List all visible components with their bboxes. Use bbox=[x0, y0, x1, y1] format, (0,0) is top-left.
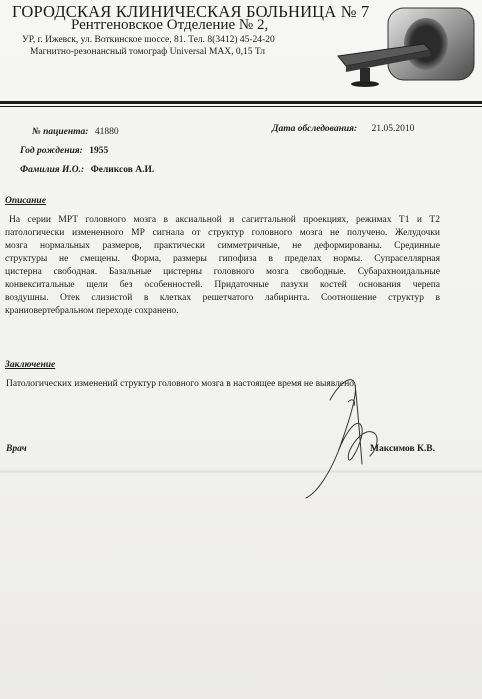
conclusion-heading: Заключение bbox=[5, 360, 56, 370]
hospital-address: УР, г. Ижевск, ул. Воткинское шоссе, 81. Тел. 8(3412) 45-24-20 bbox=[22, 35, 275, 45]
birth-year bbox=[20, 146, 108, 156]
exam-date-value: 21.05.2010 bbox=[371, 124, 415, 134]
header-divider bbox=[0, 101, 482, 104]
description-line: конвекситальные щели без особенностей. Придаточные пазухи костей основания черепа bbox=[5, 280, 440, 290]
exam-date bbox=[272, 124, 414, 134]
description-line: цистерна свободная. Базальные цистерны головного мозга свободные. Субарахноидальные bbox=[5, 267, 440, 277]
description-line: структуры не смещены. Форма, размеры гипофиза в пределах нормы. Супраселлярная bbox=[5, 254, 440, 264]
description-line: патологически измененного МР сигнала от структур головного мозга не получено. Желудочки bbox=[5, 228, 440, 238]
description-heading: Описание bbox=[5, 196, 46, 206]
equipment-info: Магнитно-резонансный томограф Universal MAX, 0,15 Тл bbox=[30, 47, 265, 57]
description-line: воздушны. Отек слизистой в клетках решетчатого лабиринта. Соотношение структур в bbox=[5, 293, 440, 303]
description-line: На серии МРТ головного мозга в аксиальной и сагиттальной проекциях, режимах Т1 и Т2 bbox=[9, 215, 440, 225]
patient-name-value: Феликсов А.И. bbox=[90, 165, 155, 175]
patient-number-value: 41880 bbox=[94, 127, 119, 137]
conclusion-text: Патологических изменений структур головного мозга в настоящее время не выявлено. bbox=[6, 379, 357, 389]
doctor-signature bbox=[300, 372, 395, 502]
doctor-label: Врач bbox=[6, 444, 27, 454]
patient-number bbox=[32, 127, 119, 137]
department-name: Рентгеновское Отделение № 2, bbox=[71, 17, 269, 33]
description-line: мозга нормальных размеров, практически симметричные, не деформированы. Срединные bbox=[5, 241, 440, 251]
hospital-name: ГОРОДСКАЯ КЛИНИЧЕСКАЯ БОЛЬНИЦА № 7 bbox=[12, 2, 370, 21]
doctor-name: Максимов К.В. bbox=[370, 444, 435, 454]
birth-year-label: Год рождения: bbox=[20, 146, 83, 156]
mri-scanner-icon bbox=[328, 4, 478, 92]
header-divider-thin bbox=[0, 106, 482, 107]
patient-number-label: № пациента: bbox=[32, 127, 89, 137]
paper-fold bbox=[0, 470, 482, 473]
exam-date-label: Дата обследования: bbox=[272, 124, 358, 134]
patient-name bbox=[20, 165, 154, 175]
patient-name-label: Фамилия И.О.: bbox=[20, 165, 85, 175]
description-line: краниовертебральном переходе сохранено. bbox=[5, 306, 179, 316]
birth-year-value: 1955 bbox=[89, 146, 109, 156]
